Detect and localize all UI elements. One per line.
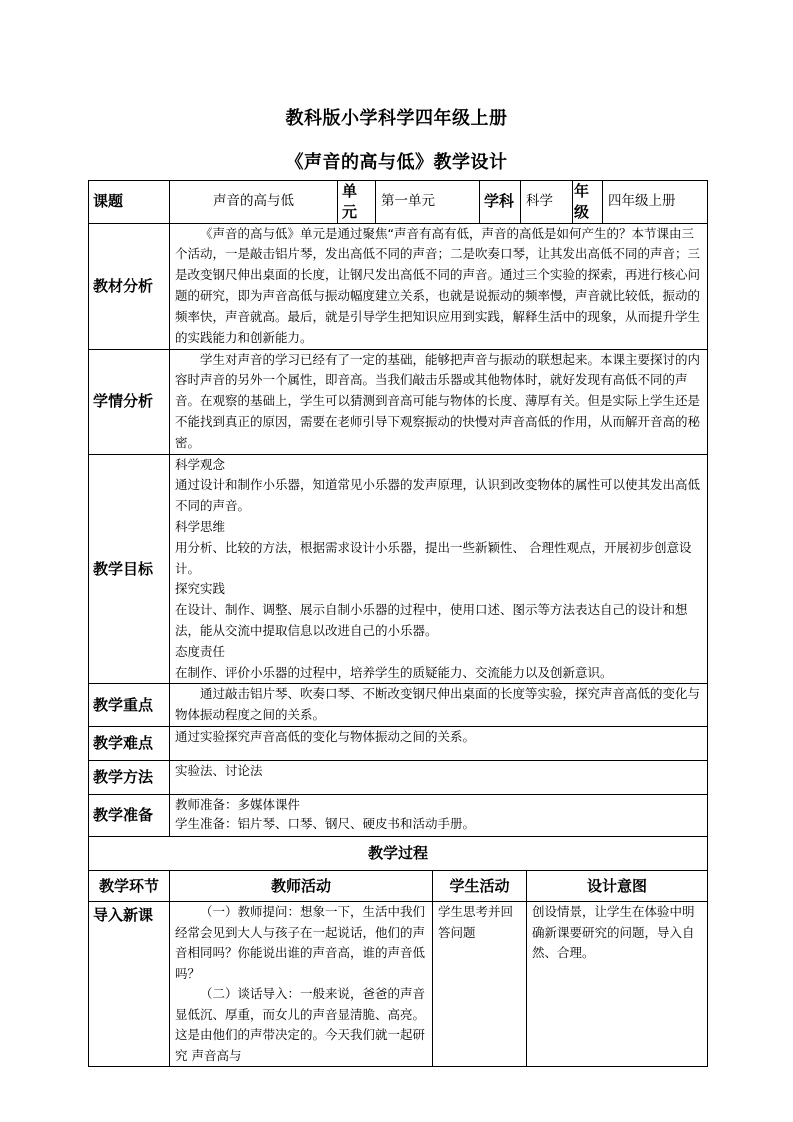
teaching-goals-cell xyxy=(170,454,708,684)
method-text: 实验法、讨论法 xyxy=(170,761,708,795)
goal-heading: 态度责任 xyxy=(175,643,226,659)
goal-text: 用分析、比较的方法，根据需求设计小乐器，提出一些新颖性、 合理性观点，开展初步创意设计。 xyxy=(175,539,692,576)
doc-title-lesson: 《声音的高与低》教学设计 xyxy=(285,152,508,173)
material-analysis-label: 教材分析 xyxy=(89,223,170,349)
key-points-cell xyxy=(170,684,708,727)
student-preparation: 学生准备：铝片琴、口琴、钢尺、硬皮书和活动手册。 xyxy=(175,816,476,832)
doc-title-series: 教科版小学科学四年级上册 xyxy=(285,108,508,129)
col-intent-header: 设计意图 xyxy=(527,871,708,902)
teacher-preparation: 教师准备：多媒体课件 xyxy=(175,797,301,813)
col-stage-header: 教学环节 xyxy=(89,871,170,902)
intro-teacher-talk: （二）谈话导入：一般来说，爸爸的声音显低沉、厚重，而女儿的声音显清脆、高亮。这是由他们的声带决定的。今天我们就一起研究 声音高与 xyxy=(175,986,426,1063)
learner-analysis-cell xyxy=(170,349,708,454)
grade-label: 年级 xyxy=(573,181,603,224)
method-label: 教学方法 xyxy=(89,761,170,795)
material-analysis-text: 《声音的高与低》单元是通过聚焦“声音有高有低，声音的高低是如何产生的？本节课由三个活动，一是敲击铝片琴，发出高低不同的声音；二是吹奏口琴，让其发出高低不同的声音；三是改变钢尺伸出桌面的长度，让钢尺发出高低不同的声音。通过三个实验的探索，再进行核心问题的研究，即为声音高低与振动幅度建立关系，也就是说振动的频率慢，声音就比较低，振动的频率快，声音就高。最后，就是引导学生把知识应用到实践，解释生活中的现象，从而提升学生的实践能力和创新能力。 xyxy=(175,225,701,345)
goal-heading: 科学观念 xyxy=(175,456,226,472)
grade-value: 四年级上册 xyxy=(603,181,708,224)
col-student-header: 学生活动 xyxy=(433,871,527,902)
intro-student-activity: 学生思考并回答问题 xyxy=(433,902,527,1067)
key-points-text: 通过敲击铝片琴、吹奏口琴、不断改变钢尺伸出桌面的长度等实验，探究声音高低的变化与物体振动程度之间的关系。 xyxy=(175,686,701,723)
intro-design-intent: 创设情景，让学生在体验中明确新课要研究的问题，导入自然、合理。 xyxy=(527,902,708,1067)
learner-analysis-label: 学情分析 xyxy=(89,349,170,454)
goal-text: 在设计、制作、调整、展示自制小乐器的过程中，使用口述、图示等方法表达自己的设计和想法，能从交流中提取信息以改进自己的小乐器。 xyxy=(175,602,688,638)
subject-value: 科学 xyxy=(521,181,573,224)
key-points-label: 教学重点 xyxy=(89,684,170,727)
intro-stage-label: 导入新课 xyxy=(89,902,170,1067)
goal-heading: 科学思维 xyxy=(175,518,226,534)
teaching-goals-label: 教学目标 xyxy=(89,454,170,684)
topic-label: 课题 xyxy=(89,181,170,224)
intro-teacher-question: （一）教师提问：想象一下，生活中我们经常会见到大人与孩子在一起说话，他们的声音相同吗？你能说出谁的声音高，谁的声音低吗？ xyxy=(175,904,426,981)
goal-text: 通过设计和制作小乐器，知道常见小乐器的发声原理，认识到改变物体的属性可以使其发出高低不同的声音。 xyxy=(175,477,701,514)
goal-text: 在制作、评价小乐器的过程中，培养学生的质疑能力、交流能力以及创新意识。 xyxy=(175,664,613,680)
lesson-plan-table xyxy=(88,180,708,1067)
material-analysis-cell xyxy=(170,223,708,349)
difficulty-label: 教学难点 xyxy=(89,727,170,761)
intro-teacher-cell xyxy=(170,902,433,1067)
difficulty-text: 通过实验探究声音高低的变化与物体振动之间的关系。 xyxy=(170,727,708,761)
goal-heading: 探究实践 xyxy=(175,581,226,597)
preparation-label: 教学准备 xyxy=(89,795,170,837)
unit-value: 第一单元 xyxy=(376,181,480,224)
topic-value: 声音的高与低 xyxy=(170,181,338,224)
unit-label: 单元 xyxy=(338,181,376,224)
learner-analysis-text: 学生对声音的学习已经有了一定的基础，能够把声音与振动的联想起来。本课主要探讨的内容时声音的另外一个属性，即音高。当我们敲击乐器或其他物体时，就好发现有高低不同的声音。在观察的基础上，学生可以猜测到音高可能与物体的长度、薄厚有关。但是实际上学生还是不能找到真正的原因，需要在老师引导下观察振动的快慢对声音高低的作用，从而解开音高的秘密。 xyxy=(175,351,701,450)
preparation-cell xyxy=(170,795,708,837)
process-title: 教学过程 xyxy=(89,837,708,871)
subject-label: 学科 xyxy=(480,181,521,224)
col-teacher-header: 教师活动 xyxy=(170,871,433,902)
